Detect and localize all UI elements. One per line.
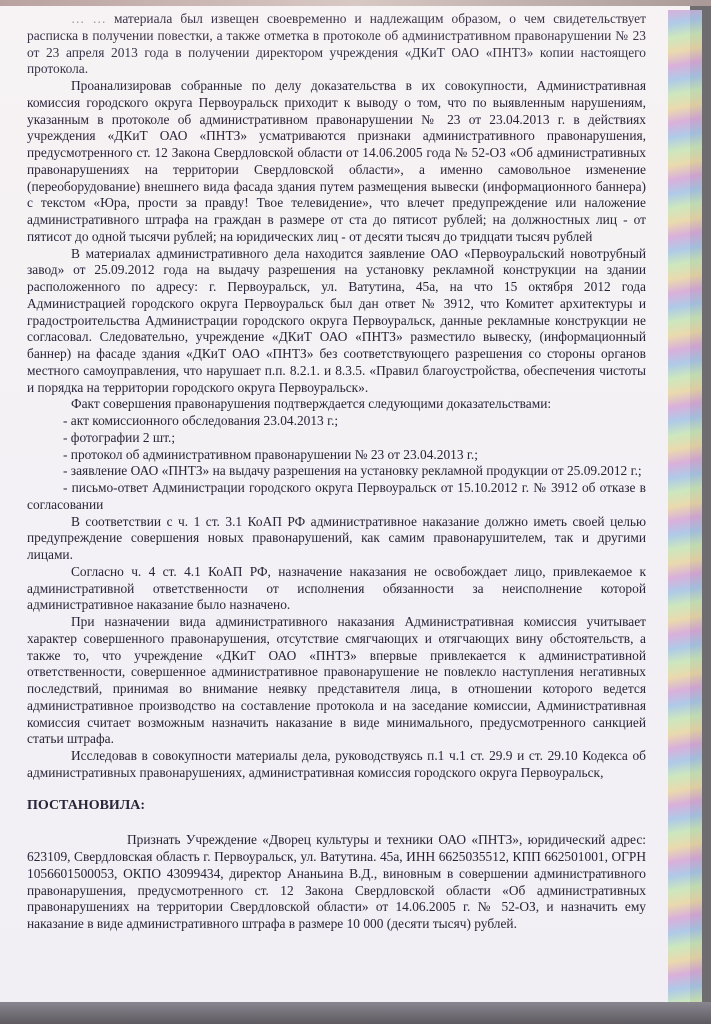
scan-top-edge [0, 0, 711, 6]
resolution-title: ПОСТАНОВИЛА: [27, 797, 146, 813]
paragraph-materials: В материалах административного дела находится заявление ОАО «Первоуральский новотрубный завод» от 25.09.2012 года на выдачу разрешения на установку рекламной конструкции на здании расположенного по адресу: г. Первоуральск, ул. Ватутина, 45а, на что 15 октября 2012 года Администрацией городского округа Первоуральск был дан ответ № 3912, что Комитет архитектуры и градостроительства Администрации городского округа Первоуральск, данные рекламные конструкции не согласовал. Следовательно, учреждение «ДКиТ ОАО «ПНТЗ» разместило вывеску, (информационный баннер) на фасаде здания «ДКиТ ОАО «ПНТЗ» без соответствующего разрешения со стороны органов местного самоуправления, что нарушает п.п. 8.2.1. и 8.3.5. «Правил благоустройства, обеспечения чистоты и порядка на территории городского округа Первоуральск». [27, 245, 646, 395]
evidence-item: - заявление ОАО «ПНТЗ» на выдачу разрешения на установку рекламной продукции от 25.09.2012 г.; [63, 463, 642, 479]
paragraph-notice: … … материала был извещен своевременно и надлежащим образом, о чем свидетельствует расписка в получении повестки, а также отметка в протоколе об административном правонарушении № 23 от 23 апреля 2013 года в получении директором учреждения «ДКиТ ОАО «ПНТЗ» копии настоящего протокола. [27, 11, 646, 77]
document-body [27, 11, 646, 933]
evidence-item: - акт комиссионного обследования 23.04.2013 г.; [63, 413, 339, 428]
paragraph-analysis: Проанализировав собранные по делу доказательства в их совокупности, Административная комиссия городского округа Первоуральск приходит к выводу о том, что по выявленным нарушениям, указанным в протоколе об административном правонарушении № 23 от 23.04.2013 г. в действиях учреждения «ДКиТ ОАО «ПНТЗ» усматриваются признаки административного правонарушения, предусмотренного ст. 12 Закона Свердловской области от 14.06.2005 года № 52-ОЗ «Об административных правонарушениях на территории Свердловской области», а именно самовольное изменение (переоборудование) внешнего вида фасада здания путем размещения вывески (информационного баннера) с текстом «Юра, прости за правду! Твое телевидение», что влечет предупреждение или наложение административного штрафа на граждан в размере от ста до пятисот рублей; на должностных лиц - от пятисот до одной тысячи рублей; на юридических лиц - от десяти тысяч до тридцати тысяч рублей [27, 78, 646, 244]
paragraph-evidence-intro: Факт совершения правонарушения подтверждается следующими доказательствами: [71, 396, 552, 412]
paragraph-penalty-considerations: При назначении вида административного наказания Административная комиссия учитывает характер совершенного правонарушения, отсутствие смягчающих и отягчающих вину обстоятельств, а также то, что учреждение «ДКиТ ОАО «ПНТЗ» впервые привлекается к административной ответственности, совершенное административное правонарушение не повлекло наступления негативных последствий, принимая во внимание неявку представителя лица, в отношении которого ведется административное производство на составление протокола и на заседание комиссии, Административная комиссия считает возможным назначить наказание в виде минимального, предусмотренного санкцией статьи штрафа. [27, 614, 646, 747]
cut-off-text: … … [71, 11, 106, 26]
scan-bottom-edge [0, 1002, 711, 1024]
paragraph-koap-3-1: В соответствии с ч. 1 ст. 3.1 КоАП РФ административное наказание должно иметь своей целью предупреждение совершения новых правонарушений, как самим правонарушителем, так и другими лицами. [27, 513, 646, 562]
evidence-item: - фотографии 2 шт.; [63, 429, 176, 445]
paragraph-having-examined: Исследовав в совокупности материалы дела, руководствуясь п.1 ч.1 ст. 29.9 и ст. 29.10 Кодекса об административных правонарушениях, административная комиссия городского округа Первоуральск, [27, 748, 646, 780]
evidence-item: - протокол об административном правонарушении № 23 от 23.04.2013 г.; [63, 446, 478, 462]
paragraph-koap-4-1: Согласно ч. 4 ст. 4.1 КоАП РФ, назначение наказания не освобождает лицо, привлекаемое к административной ответственности от исполнения обязанности за неисполнение которой административное наказание было назначено. [27, 563, 646, 613]
resolution-text: Признать Учреждение «Дворец культуры и техники ОАО «ПНТЗ», юридический адрес: 623109, Свердловская область г. Первоуральск, ул. Ватутина. 45а, ИНН 6625035512, КПП 662501001, ОГРН 1056601500053, ОКПО 43099434, директор Ананьина В.Д., виновным в совершении административного правонарушения, предусмотренного ст. 12 Закона Свердловской области «Об административных правонарушениях на территории Свердловской области» от 14.06.2005 г. № 52-ОЗ, и назначить ему наказание в виде административного штрафа в размере 10 000 (десяти тысяч) рублей. [27, 832, 646, 931]
evidence-item: - письмо-ответ Администрации городского округа Первоуральск от 15.10.2012 г. № 3912 об отказе в согласовании [27, 480, 646, 512]
scan-color-strip [668, 10, 702, 1005]
